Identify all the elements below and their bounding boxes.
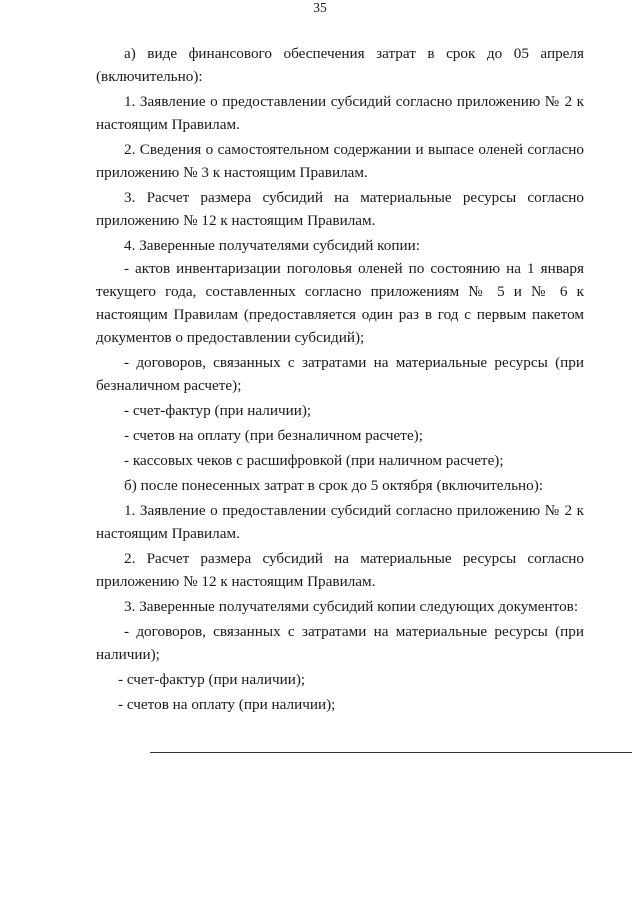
document-body <box>96 42 584 716</box>
paragraph-b-invoices: - счет-фактур (при наличии); <box>118 671 306 688</box>
paragraph-a-receipts: - кассовых чеков с расшифровкой (при наличном расчете); <box>124 452 504 469</box>
paragraph-b-payment-bills: - счетов на оплату (при наличии); <box>118 696 336 713</box>
paragraph-a-payment-bills: - счетов на оплату (при безналичном расчете); <box>124 427 423 444</box>
paragraph-b-intro: б) после понесенных затрат в срок до 5 октября (включительно): <box>124 477 544 494</box>
page-number: 35 <box>313 0 327 15</box>
paragraph-b-contracts: - договоров, связанных с затратами на материальные ресурсы (при наличии); <box>96 623 584 663</box>
paragraph-a-item-1: 1. Заявление о предоставлении субсидий согласно приложению № 2 к настоящим Правилам. <box>96 93 584 133</box>
paragraph-a-invoices: - счет-фактур (при наличии); <box>124 402 312 419</box>
paragraph-a-item-2: 2. Сведения о самостоятельном содержании и выпасе оленей согласно приложению № 3 к настоящим Правилам. <box>96 141 584 181</box>
paragraph-a-intro: а) виде финансового обеспечения затрат в срок до 05 апреля (включительно): <box>96 45 584 85</box>
paragraph-b-item-3: 3. Заверенные получателями субсидий копии следующих документов: <box>124 598 579 615</box>
footer-rule <box>150 752 632 753</box>
paragraph-b-item-2: 2. Расчет размера субсидий на материальные ресурсы согласно приложению № 12 к настоящим Правилам. <box>96 550 584 590</box>
paragraph-a-contracts: - договоров, связанных с затратами на материальные ресурсы (при безналичном расчете); <box>96 354 584 394</box>
paragraph-a-item-3: 3. Расчет размера субсидий на материальные ресурсы согласно приложению № 12 к настоящим Правилам. <box>96 189 584 229</box>
paragraph-a-acts: - актов инвентаризации поголовья оленей по состоянию на 1 января текущего года, составленных согласно приложениям № 5 и № 6 к настоящим Правилам (предоставляется один раз в год с первым пакетом документов о предоставлении субсидий); <box>96 260 584 346</box>
paragraph-a-item-4: 4. Заверенные получателями субсидий копии: <box>124 237 420 254</box>
paragraph-b-item-1: 1. Заявление о предоставлении субсидий согласно приложению № 2 к настоящим Правилам. <box>96 502 584 542</box>
